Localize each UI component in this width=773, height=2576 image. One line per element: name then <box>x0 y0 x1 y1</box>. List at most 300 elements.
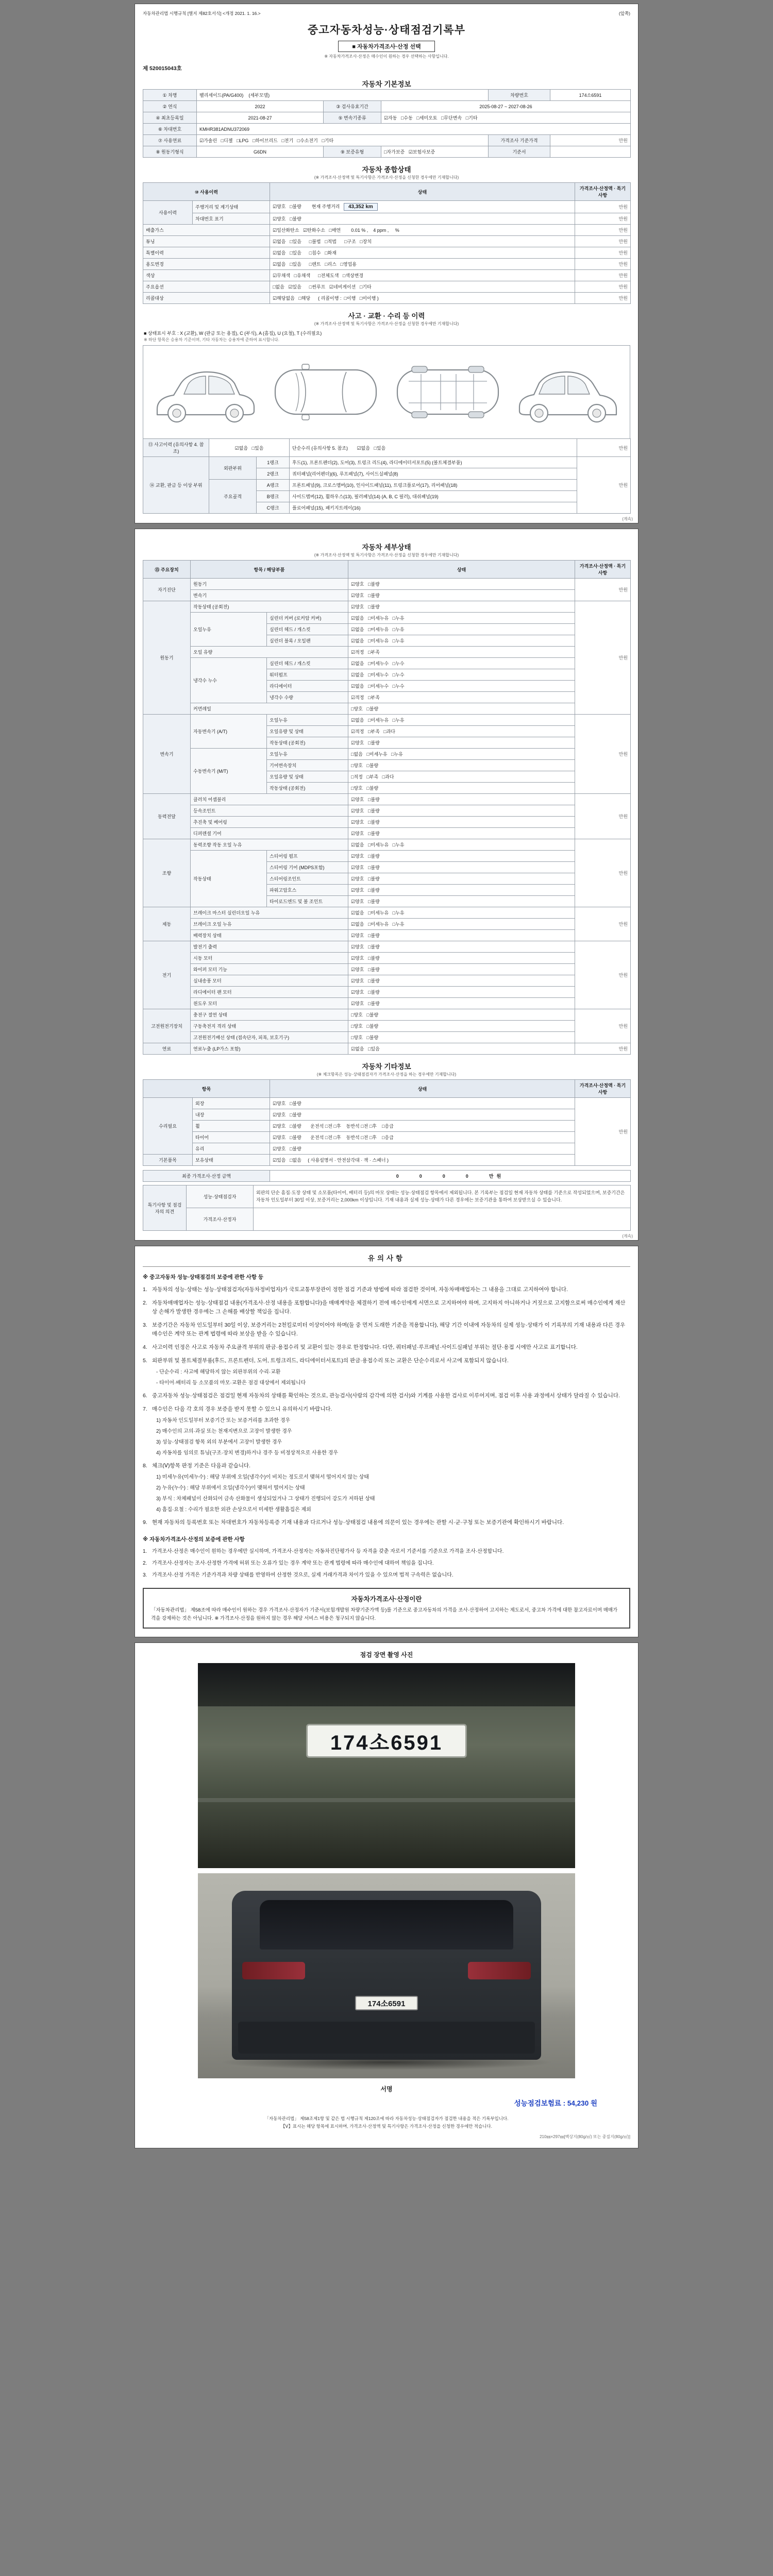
car-diagram-underbody-view <box>391 351 505 433</box>
final-price-table <box>143 1170 631 1182</box>
table-cell: B랭크 <box>257 491 290 502</box>
notice-subitem: 2) 누유(누수) : 해당 부위에서 오일(냉각수)이 맺혀서 떨어지는 상태 <box>156 1485 305 1491</box>
notice-item-text: 사고이력 인정은 사고로 자동차 주요골격 부위의 판금·용접수리 및 교환이 있는 경우로 한정합니다. 다만, 쿼터패널·루프패널·사이드실패널 부위는 절단·용접 시에만 사고로 표기합니다. <box>152 1344 578 1350</box>
table-cell: 외판부위 <box>209 457 257 480</box>
notice-subitem: - 단순수리 : 사고에 해당하지 않는 외판부위의 수리·교환 <box>156 1369 281 1375</box>
table-cell: 만원 <box>575 1043 631 1055</box>
notice-item <box>143 1518 630 1527</box>
table-cell: 실린더 커버 (로커암 커버) <box>267 613 348 624</box>
table-cell: 클러치 어셈블리 <box>191 794 348 805</box>
table-cell: ☑적정 □부족 <box>348 647 575 658</box>
table-cell: 전기 <box>143 941 191 1009</box>
title-note: ※ 자동차가격조사·산정은 매수인이 원하는 경우 선택하는 사항입니다. <box>324 54 449 59</box>
table-cell: ② 연식 <box>143 101 197 112</box>
notices-list <box>143 1285 630 1527</box>
table-cell: 충전구 절연 상태 <box>191 1009 348 1021</box>
table-cell: 사이드멤버(12), 휠하우스(13), 필러패널(14) (A, B, C 필러), 대쉬패널(19) <box>290 491 577 502</box>
table-cell: ☑양호 □불량 <box>348 851 575 862</box>
misc-info-table <box>143 1079 631 1166</box>
table-cell: 작동상태 (공회전) <box>191 601 348 613</box>
table-cell: ☑없음 □미세누유 □누유 <box>348 715 575 726</box>
table-cell: 배력장치 상태 <box>191 930 348 941</box>
photo2-taillight-left <box>242 1962 305 1979</box>
table-cell: 만원 <box>575 293 631 304</box>
table-cell: ☑양호 □불량 <box>348 987 575 998</box>
table-cell: 휠 <box>193 1121 270 1132</box>
table-cell: 연료누출 (LP가스 포함) <box>191 1043 348 1055</box>
table-cell: ☑양호 □불량 <box>348 998 575 1009</box>
notice-subitem: 3) 부식 : 차체패널이 산화되어 금속 산화물이 생성되었거나 그 상태가 진행되어 강도가 저하된 상태 <box>156 1496 375 1502</box>
table-cell: 차대번호 표기 <box>193 213 270 225</box>
car-diagram-rear-quarter-view <box>513 351 623 433</box>
table-cell: ☑양호 □불량 <box>348 975 575 987</box>
notice-subitem: 3) 성능·상태점검 항목 외의 부분에서 고장이 발생한 경우 <box>156 1439 282 1445</box>
table-cell: 제동 <box>143 907 191 941</box>
table-cell: ☑없음 □미세누유 □누유 <box>348 635 575 647</box>
detail-condition-title: 자동차 세부상태 <box>362 544 411 551</box>
table-cell: 후드(1), 프론트펜더(2), 도어(3), 트렁크 리드(4), 라디에이터서포트(5) (볼트체결부품) <box>290 457 577 468</box>
table-cell: 외장 <box>193 1098 270 1109</box>
table-cell: 배출가스 <box>143 225 270 236</box>
notice-item <box>143 1462 630 1470</box>
notice-item-number: 9. <box>143 1519 147 1526</box>
table-cell: C랭크 <box>257 502 290 514</box>
table-cell: 만원 <box>575 579 631 601</box>
table-cell: ☑없음 □미세누수 □누수 <box>348 681 575 692</box>
table-cell: 만원 <box>575 941 631 1009</box>
notice-item <box>143 1405 630 1414</box>
notice-item-number: 4. <box>143 1344 147 1350</box>
table-cell: ☑양호 □불량 <box>348 794 575 805</box>
table-cell: ☑양호 □불량 <box>270 1109 575 1121</box>
table-cell: 만원 <box>575 839 631 907</box>
table-cell: 색상 <box>143 270 270 281</box>
table-cell: 냉각수 누수 <box>191 658 267 703</box>
table-cell: 항목 <box>143 1080 270 1098</box>
notices-title: 유의사항 <box>143 1252 630 1267</box>
engine-type: G6DN <box>197 146 324 158</box>
notice-item-number: 6. <box>143 1393 147 1399</box>
emission-values: ☑일산화탄소 ☑탄화수소 □매연 0.01 % , 4 ppm , % <box>270 225 575 236</box>
table-cell: □양호 □불량 <box>348 783 575 794</box>
table-cell: 오일누유 <box>267 715 348 726</box>
overall-condition-table <box>143 182 631 304</box>
overall-condition-title: 자동차 종합상태 <box>362 166 411 174</box>
paper-size-note: 210㎜×297㎜[백상지(80g/㎡) 또는 중질지(80g/㎡)] <box>540 2134 630 2140</box>
table-cell: ☑적정 □부족 <box>348 692 575 703</box>
table-cell: □양호 □불량 <box>348 703 575 715</box>
table-cell: ☑양호 □불량 <box>348 737 575 749</box>
document-title: 중고자동차성능·상태점검기록부 <box>308 24 465 36</box>
notice-item-text: 현재 자동차의 등록번호 또는 차대번호가 자동차등록증 기재 내용과 다르거나 성능·상태점검 내용에 의문이 있는 경우에는 관할 시·군·구청 또는 보증기관에 확인하시기 바랍니다. <box>152 1519 564 1526</box>
table-cell: 만원 <box>575 270 631 281</box>
table-cell: 작동상태 (공회전) <box>267 737 348 749</box>
inspector-opinion: 외판의 단순 흠집·도장 상태 및 소모품(타이어, 배터리 등)의 마모 상태는 성능·상태점검 항목에서 제외됩니다. 본 기록부는 점검일 현재 자동차 상태를 기준으로 작성되었으며, 보증기간은 자동차 인도일부터 30일 이상, 보증거리는 2,000km 이상입니다. 기재 내용과 실제 성능·상태가 다른 경우에는 보증기관을 통하여 보상받으실 수 있습니다. <box>254 1185 631 1208</box>
table-cell: 가격조사·산정자 <box>187 1208 254 1231</box>
table-cell: 상태 <box>270 1080 575 1098</box>
notice-subitem: 1) 미세누유(미세누수) : 해당 부위에 오일(냉각수)이 비치는 정도로서 맺혀서 떨어지지 않는 상태 <box>156 1475 369 1480</box>
definition-box-title: 자동차가격조사·산정이란 <box>351 1596 422 1603</box>
table-cell: 쿼터패널(리어펜더)(6), 루프패널(7), 사이드실패널(8) <box>290 468 577 480</box>
license-plate-large <box>306 1724 467 1758</box>
text-part: ☑양호 □불량 현재 주행거리 <box>273 204 344 209</box>
table-cell: 브레이크 마스터 실린더오일 누유 <box>191 907 348 919</box>
table-cell: ☑없음 □미세누수 □누수 <box>348 669 575 681</box>
table-cell: 보유상태 <box>193 1155 270 1166</box>
notice-item-text: 외판부위 및 볼트체결부품(후드, 프론트펜더, 도어, 트렁크리드, 라디에이터서포트)의 판금·용접수리 또는 교환은 단순수리로서 사고에 포함되지 않습니다. <box>152 1358 509 1364</box>
table-cell: ☑양호 □불량 운전석 □전 □후 동반석 □전 □후 □응급 <box>270 1132 575 1143</box>
legal-footer-line-1: 「자동차관리법」 제58조제1항 및 같은 법 시행규칙 제120조에 따라 자동차성능·상태점검자가 점검한 내용을 적은 기록부입니다. <box>264 2116 509 2122</box>
vehicle-reg-no: 174소6591 <box>550 90 631 101</box>
section-notices <box>135 1246 638 1637</box>
detail-condition-table <box>143 560 631 1055</box>
table-cell: ③ 검사유효기간 <box>324 101 381 112</box>
table-cell: 실린더 헤드 / 개스킷 <box>267 658 348 669</box>
table-cell: 수동변속기 (M/T) <box>191 749 267 794</box>
table-cell: 디퍼렌셜 기어 <box>191 828 348 839</box>
table-cell: 플로어패널(15), 패키지트레이(16) <box>290 502 577 514</box>
notice-item-number: 3. <box>143 1322 147 1328</box>
notice-item <box>143 1392 630 1400</box>
table-cell: ⑮ 주요장치 <box>143 561 191 579</box>
table-cell: 타이로드엔드 및 볼 조인트 <box>267 896 348 907</box>
inspection-valid-period: 2025-08-27 ~ 2027-08-26 <box>381 101 631 112</box>
table-cell: ☑없음 □있음 □렌트 □리스 □영업용 <box>270 259 575 270</box>
transmission-type: ☑자동 □수동 □세미오토 □무단변속 □기타 <box>381 112 631 124</box>
table-cell: 파워고압호스 <box>267 885 348 896</box>
notice-item <box>143 1285 630 1294</box>
table-cell: 타이어 <box>193 1132 270 1143</box>
table-cell: 만원 <box>550 135 631 146</box>
table-cell: ☑적정 □부족 □과다 <box>348 726 575 737</box>
table-cell: 고전원전기배선 상태 (접속단자, 피복, 보호기구) <box>191 1032 348 1043</box>
notice-subitem: 4) 흠집·요철 : 수리가 필요한 외관 손상으로서 미세한 생활흠집은 제외 <box>156 1507 311 1513</box>
table-cell: 추진축 및 베어링 <box>191 817 348 828</box>
remarks-table <box>143 1185 631 1231</box>
first-registration-date: 2021-08-27 <box>197 112 324 124</box>
table-cell: 기본품목 <box>143 1155 193 1166</box>
photo1-rear-window <box>198 1663 575 1706</box>
basic-info-title: 자동차 기본정보 <box>362 80 411 88</box>
section-header-basic <box>135 4 638 523</box>
table-cell: 만원 <box>575 259 631 270</box>
table-cell: ☑양호 □불량 <box>348 862 575 873</box>
table-cell: 만원 <box>575 236 631 247</box>
table-cell: 가격조사·산정액 · 특기사항 <box>575 183 631 201</box>
table-cell: ☑양호 □불량 <box>348 601 575 613</box>
table-cell: 주요옵션 <box>143 281 270 293</box>
photo-vehicle-rear-view <box>198 1873 575 2078</box>
notice-item-text: 중고자동차 성능·상태점검은 점검일 현재 자동차의 상태를 확인하는 것으로, 관능검사(사람의 감각에 의한 검사)와 기계를 사용한 검사로 이루어지며, 점검 이후 사용 과정에서 상태가 달라질 수 있습니다. <box>152 1393 620 1399</box>
remarks-label: 특기사항 및 점검자의 의견 <box>143 1185 187 1231</box>
form-reference-row <box>143 10 630 16</box>
final-price-label: 최종 가격조사·산정 금액 <box>143 1171 270 1182</box>
photos-title: 점검 장면 촬영 사진 <box>360 1651 413 1659</box>
table-cell: ☑무채색 □유채색 □전체도색 □색상변경 <box>270 270 575 281</box>
notice-item-number: 5. <box>143 1358 147 1364</box>
table-cell: □양호 □불량 <box>348 760 575 771</box>
table-cell: 원동기 <box>191 579 348 590</box>
notice-subitem: 1) 자동차 인도일부터 보증기간 또는 보증거리를 초과한 경우 <box>156 1418 291 1423</box>
table-cell: 워터펌프 <box>267 669 348 681</box>
notice-item-number: 7. <box>143 1406 147 1412</box>
appraiser-opinion <box>254 1208 631 1231</box>
table-cell: 스티어링 기어 (MDPS포함) <box>267 862 348 873</box>
price-survey-definition-box <box>143 1588 630 1629</box>
table-cell: ☑없음 □미세누수 □누수 <box>348 658 575 669</box>
table-cell: ⑤ 변속기종류 <box>324 112 381 124</box>
continued-marker: (계속) <box>622 517 633 521</box>
table-cell: 기준서 <box>489 146 550 158</box>
accident-history-table <box>143 438 631 514</box>
table-cell: 와이퍼 모터 기능 <box>191 964 348 975</box>
table-cell: ☑양호 □불량 <box>348 579 575 590</box>
price-survey-option <box>143 41 630 52</box>
mileage-value: 43,352 km <box>344 203 378 211</box>
table-cell: □양호 □불량 <box>348 1032 575 1043</box>
table-cell: 상태 <box>270 183 575 201</box>
car-damage-diagrams <box>143 345 630 439</box>
accident-history-label: ⑬ 사고이력 (유의사항 4. 참조) <box>143 439 209 457</box>
table-cell: 오일유량 및 상태 <box>267 726 348 737</box>
damage-code-legend: ■ 상태표시 부호 : X (교환), W (판금 또는 용접), C (부식), A (흠집), U (요철), T (수리필요) <box>144 331 322 336</box>
table-cell: 만원 <box>575 213 631 225</box>
notice-item-number: 1. <box>143 1286 147 1293</box>
form-reference: 자동차관리법 시행규칙 [별지 제82호서식] <개정 2021. 1. 16.> <box>143 11 261 16</box>
fuel-type: ☑가솔린 □디젤 □LPG □하이브리드 □전기 □수소전기 □기타 <box>197 135 489 146</box>
table-cell: 만원 <box>575 247 631 259</box>
license-plate-number: 174소6591 <box>330 1731 443 1754</box>
table-cell: 스티어링조인트 <box>267 873 348 885</box>
table-cell: ☑없음 □미세누유 □누유 <box>348 839 575 851</box>
table-cell: 만원 <box>577 439 631 457</box>
table-cell: 성능·상태점검자 <box>187 1185 254 1208</box>
table-cell: 조향 <box>143 839 191 907</box>
table-cell: □양호 □불량 <box>348 1021 575 1032</box>
table-cell: ⑭ 교환, 판금 등 이상 부위 <box>143 457 209 514</box>
final-price-value: 0 0 0 0 만원 <box>270 1171 631 1182</box>
table-cell: ☑해당없음 □해당 ( 리콜이행 : □이행 □미이행 ) <box>270 293 575 304</box>
notice-item <box>143 1343 630 1352</box>
table-cell: ① 차명 <box>143 90 197 101</box>
table-cell: 주행거리 및 계기상태 <box>193 201 270 213</box>
photo2-bumper <box>238 2022 535 2054</box>
table-cell: ☑양호 □불량 <box>270 1143 575 1155</box>
table-cell: 변속기 <box>143 715 191 794</box>
legal-footer-line-2: 【Ⅴ】표시는 해당 항목에 표시하며, 가격조사·산정액 및 특기사항은 가격조사·산정을 신청한 경우에만 적습니다. <box>281 2123 492 2129</box>
table-cell: ☑양호 □불량 <box>270 1098 575 1109</box>
table-cell: ⑩ 사용이력 <box>143 183 270 201</box>
vehicle-name: 팰리세이드(PA/G400) (세부모델) <box>197 90 489 101</box>
table-cell: 실린더 블록 / 오일팬 <box>267 635 348 647</box>
table-cell: ☑양호 □불량 <box>348 953 575 964</box>
table-cell: 브레이크 오일 누유 <box>191 919 348 930</box>
table-cell: 실린더 헤드 / 개스킷 <box>267 624 348 635</box>
table-cell: 만원 <box>577 457 631 514</box>
table-cell: ⑧ 원동기형식 <box>143 146 197 158</box>
table-cell: ☑양호 □불량 <box>348 896 575 907</box>
table-cell: ☑없음 □있음 □침수 □화재 <box>270 247 575 259</box>
notice-item-text: 가격조사·산정자는 조사·산정한 가격에 허위 또는 오류가 있는 경우 계약 또는 관계 법령에 따라 매수인에 대하여 책임을 집니다. <box>152 1561 434 1566</box>
price-survey-option-box: ■ 자동차가격조사·산정 선택 <box>338 41 434 52</box>
photo-rear-license-plate <box>198 1663 575 1868</box>
table-cell: 구동축전지 격리 상태 <box>191 1021 348 1032</box>
table-cell: 유리 <box>193 1143 270 1155</box>
table-cell: 커먼레일 <box>191 703 348 715</box>
table-cell: 가격조사·산정액 · 특기사항 <box>575 561 631 579</box>
notice-item <box>143 1571 630 1580</box>
table-cell: ④ 최초등록일 <box>143 112 197 124</box>
table-cell: 라디에이터 팬 모터 <box>191 987 348 998</box>
notice-item-number: 1. <box>143 1549 147 1554</box>
table-cell: 차량번호 <box>489 90 550 101</box>
table-cell: 만원 <box>575 907 631 941</box>
table-cell: □양호 □불량 <box>348 1009 575 1021</box>
table-cell: 단순수리 (유의사항 5. 참조) ☑없음 □있음 <box>290 439 577 457</box>
notice-item-number: 2. <box>143 1561 147 1566</box>
notice-subitem: - 타이어·배터리 등 소모품의 마모·교환은 점검 대상에서 제외됩니다 <box>156 1380 306 1386</box>
table-cell: 만원 <box>575 225 631 236</box>
warranty-type: □자가보증 ☑보험사보증 <box>381 146 489 158</box>
notice-subitem: 4) 자동차를 임의로 튜닝(구조·장치 변경)하거나 경주 등 비정상적으로 사용한 경우 <box>156 1450 339 1456</box>
table-cell: 동력전달 <box>143 794 191 839</box>
table-cell: 냉각수 수량 <box>267 692 348 703</box>
table-cell: 만원 <box>575 1098 631 1166</box>
notice-item-text: 체크(Ⅴ)항목 판정 기준은 다음과 같습니다. <box>152 1463 251 1469</box>
table-cell: 상태 <box>348 561 575 579</box>
table-cell: 튜닝 <box>143 236 270 247</box>
misc-info-note: (※ 체크항목은 성능·상태점검자가 가격조사·산정을 하는 경우에만 기재합니다) <box>316 1072 457 1077</box>
table-cell: 만원 <box>575 1009 631 1043</box>
license-plate-small <box>355 1996 418 2010</box>
table-cell: ☑양호 □불량 <box>348 817 575 828</box>
license-plate-number: 174소6591 <box>367 1999 406 2008</box>
table-cell: ☑양호 □불량 <box>348 930 575 941</box>
notice-item-text: 매수인은 다음 각 호의 경우 보증을 받지 못할 수 있으니 유의하시기 바랍니다. <box>152 1406 332 1412</box>
notice-item-text: 자동차의 성능·상태는 성능·상태점검자(자동차정비업자)가 국토교통부장관이 정한 점검 기준과 방법에 따라 점검한 것이며, 자동차매매업자는 그 내용을 그대로 고지하여야 합니다. <box>152 1286 568 1293</box>
table-cell: 라디에이터 <box>267 681 348 692</box>
table-cell: A랭크 <box>257 480 290 491</box>
accident-history-note: (※ 가격조사·산정액 및 특기사항은 가격조사·산정을 신청한 경우에만 기재합니다) <box>314 321 459 326</box>
document-number: 제 520015043호 <box>143 65 182 72</box>
inspection-record-document <box>135 0 638 2148</box>
table-cell: 작동상태 <box>191 851 267 907</box>
definition-box-body: 「자동차관리법」 제58조에 따라 매수인이 원하는 경우 가격조사·산정자가 기준서(보험개발원 차량기준가액 등)를 기준으로 중고자동차의 가격을 조사·산정하여 고지하는 제도로서, 중고차 가격에 대한 참고자료이며 매매가격을 강제하는 것은 아닙니다. ※ 가격조사·산정을 원하지 않는 경우 해당 서비스 비용은 청구되지 않습니다. <box>151 1607 618 1621</box>
notice-item-text: 자동차매매업자는 성능·상태점검 내용(가격조사·산정 내용을 포함합니다)을 매매계약을 체결하기 전에 매수인에게 서면으로 고지하여야 하며, 고지하지 아니하거나 거짓으로 고지함으로써 매수인에게 재산상 손해가 발생한 경우에는 그 손해를 배상할 책임을 집니다. <box>152 1300 626 1315</box>
table-cell: ☑양호 □불량 <box>348 873 575 885</box>
table-cell: 등속조인트 <box>191 805 348 817</box>
photo2-taillight-right <box>468 1962 531 1979</box>
table-cell: 발전기 출력 <box>191 941 348 953</box>
table-cell: 1랭크 <box>257 457 290 468</box>
photo2-rear-glass <box>260 1900 513 1950</box>
notice-item-number: 2. <box>143 1300 147 1306</box>
table-cell: 항목 / 해당부품 <box>191 561 348 579</box>
table-cell: ☑없음 □미세누유 □누유 <box>348 907 575 919</box>
table-cell: ☑없음 □미세누유 □누유 <box>348 613 575 624</box>
notice-item-text: 보증기간은 자동차 인도일부터 30일 이상, 보증거리는 2천킬로미터 이상이어야 하며(둘 중 먼저 도래한 기준을 적용합니다), 해당 기간 이내에 자동차의 실제 성능·상태가 이 기록부의 기재 내용과 다른 경우 매수인은 계약 또는 관계 법령에 따라 보상을 받을 수 있습니다. <box>152 1322 626 1337</box>
table-cell: 원동기 <box>143 601 191 715</box>
table-cell: ☑양호 □불량 <box>270 213 575 225</box>
table-cell: 내장 <box>193 1109 270 1121</box>
table-cell: 주요골격 <box>209 480 257 514</box>
table-cell <box>550 146 631 158</box>
table-cell: 가격조사·산정액 · 특기사항 <box>575 1080 631 1098</box>
table-cell: 시동 모터 <box>191 953 348 964</box>
table-cell: 작동상태 (공회전) <box>267 783 348 794</box>
table-cell: 만원 <box>575 601 631 715</box>
notice-item-text: 가격조사·산정 가격은 기준가격과 차량 상태를 반영하여 산정한 것으로, 실제 거래가격과 차이가 있을 수 있으며 법적 구속력은 없습니다. <box>152 1572 453 1578</box>
car-diagram-top-view <box>269 351 382 433</box>
vin-value: KMHR381ADNU372069 <box>197 124 631 135</box>
table-cell: ☑없음 □미세누유 □누유 <box>348 624 575 635</box>
signature-label: 서명 <box>380 2086 393 2093</box>
table-cell: 자기진단 <box>143 579 191 601</box>
photo1-chrome-strip <box>198 1798 575 1802</box>
table-cell: ☑없음 □미세누유 □누유 <box>348 919 575 930</box>
table-cell: 프론트패널(9), 크로스멤버(10), 인사이드패널(11), 트렁크플로어(17), 리어패널(18) <box>290 480 577 491</box>
table-cell: ☑양호 □불량 운전석 □전 □후 동반석 □전 □후 □응급 <box>270 1121 575 1132</box>
section-photos-signature <box>135 1642 638 2148</box>
table-cell: ☑있음 □없음 ( 사용설명서 · 안전삼각대 · 잭 · 스패너 ) <box>270 1155 575 1166</box>
table-cell: 동력조향 작동 오일 누유 <box>191 839 348 851</box>
section-detail-condition <box>135 529 638 1241</box>
notice-subitem: 2) 매수인의 고의·과실 또는 천재지변으로 고장이 발생한 경우 <box>156 1429 292 1434</box>
notices-intro: ※ 중고자동차 성능·상태점검의 보증에 관한 사항 등 <box>143 1274 264 1280</box>
notice-item <box>143 1321 630 1338</box>
table-cell: ☑양호 □불량 <box>348 805 575 817</box>
table-cell: 고전원전기장치 <box>143 1009 191 1043</box>
notice-item-number: 8. <box>143 1463 147 1469</box>
table-cell: ☑양호 □불량 <box>348 885 575 896</box>
inspection-insurance-fee: 성능점검보험료 : 54,230 원 <box>514 2099 597 2108</box>
table-cell: 오일누유 <box>267 749 348 760</box>
notice-item <box>143 1357 630 1365</box>
table-cell: ☑없음 □있음 □불법 □적법 □구조 □장치 <box>270 236 575 247</box>
table-cell: 만원 <box>575 715 631 794</box>
table-cell: ☑없음 □있음 <box>209 439 290 457</box>
model-year: 2022 <box>197 101 324 112</box>
table-cell: ☑양호 □불량 <box>348 964 575 975</box>
table-cell: 가격조사 기준가격 <box>489 135 550 146</box>
table-cell: 2랭크 <box>257 468 290 480</box>
notice-item-text: 가격조사·산정은 매수인이 원하는 경우에만 실시하며, 가격조사·산정자는 자동차진단평가사 등 자격을 갖춘 자로서 기준서를 기준으로 가격을 조사·산정합니다. <box>152 1549 504 1554</box>
table-cell: 오일유량 및 상태 <box>267 771 348 783</box>
notice-item <box>143 1560 630 1568</box>
car-diagram-front-quarter-view <box>151 351 260 433</box>
notices-subtitle: ※ 자동차가격조사·산정의 보증에 관한 사항 <box>143 1536 245 1543</box>
table-cell: 스티어링 펌프 <box>267 851 348 862</box>
overall-condition-note: (※ 가격조사·산정액 및 특기사항은 가격조사·산정을 신청한 경우에만 기재합니다) <box>314 175 459 180</box>
table-cell: 사용이력 <box>143 201 193 225</box>
table-cell: □적정 □부족 □과다 <box>348 771 575 783</box>
notice-item <box>143 1548 630 1556</box>
table-cell: 연료 <box>143 1043 191 1055</box>
notice-item <box>143 1299 630 1316</box>
table-cell: 오일누유 <box>191 613 267 647</box>
table-cell: 오일 유량 <box>191 647 348 658</box>
table-cell: ☑양호 □불량 <box>348 828 575 839</box>
table-cell: ⑦ 사용연료 <box>143 135 197 146</box>
table-cell: 만원 <box>575 794 631 839</box>
detail-condition-note: (※ 가격조사·산정액 및 특기사항은 가격조사·산정을 신청한 경우에만 기재합니다) <box>314 553 459 557</box>
notice-item-number: 3. <box>143 1572 147 1578</box>
notices-sublist <box>143 1548 630 1580</box>
page-marker: (앞쪽) <box>618 11 630 16</box>
table-cell: 기어변속장치 <box>267 760 348 771</box>
table-cell: □없음 □미세누유 □누유 <box>348 749 575 760</box>
table-cell: 실내송풍 모터 <box>191 975 348 987</box>
